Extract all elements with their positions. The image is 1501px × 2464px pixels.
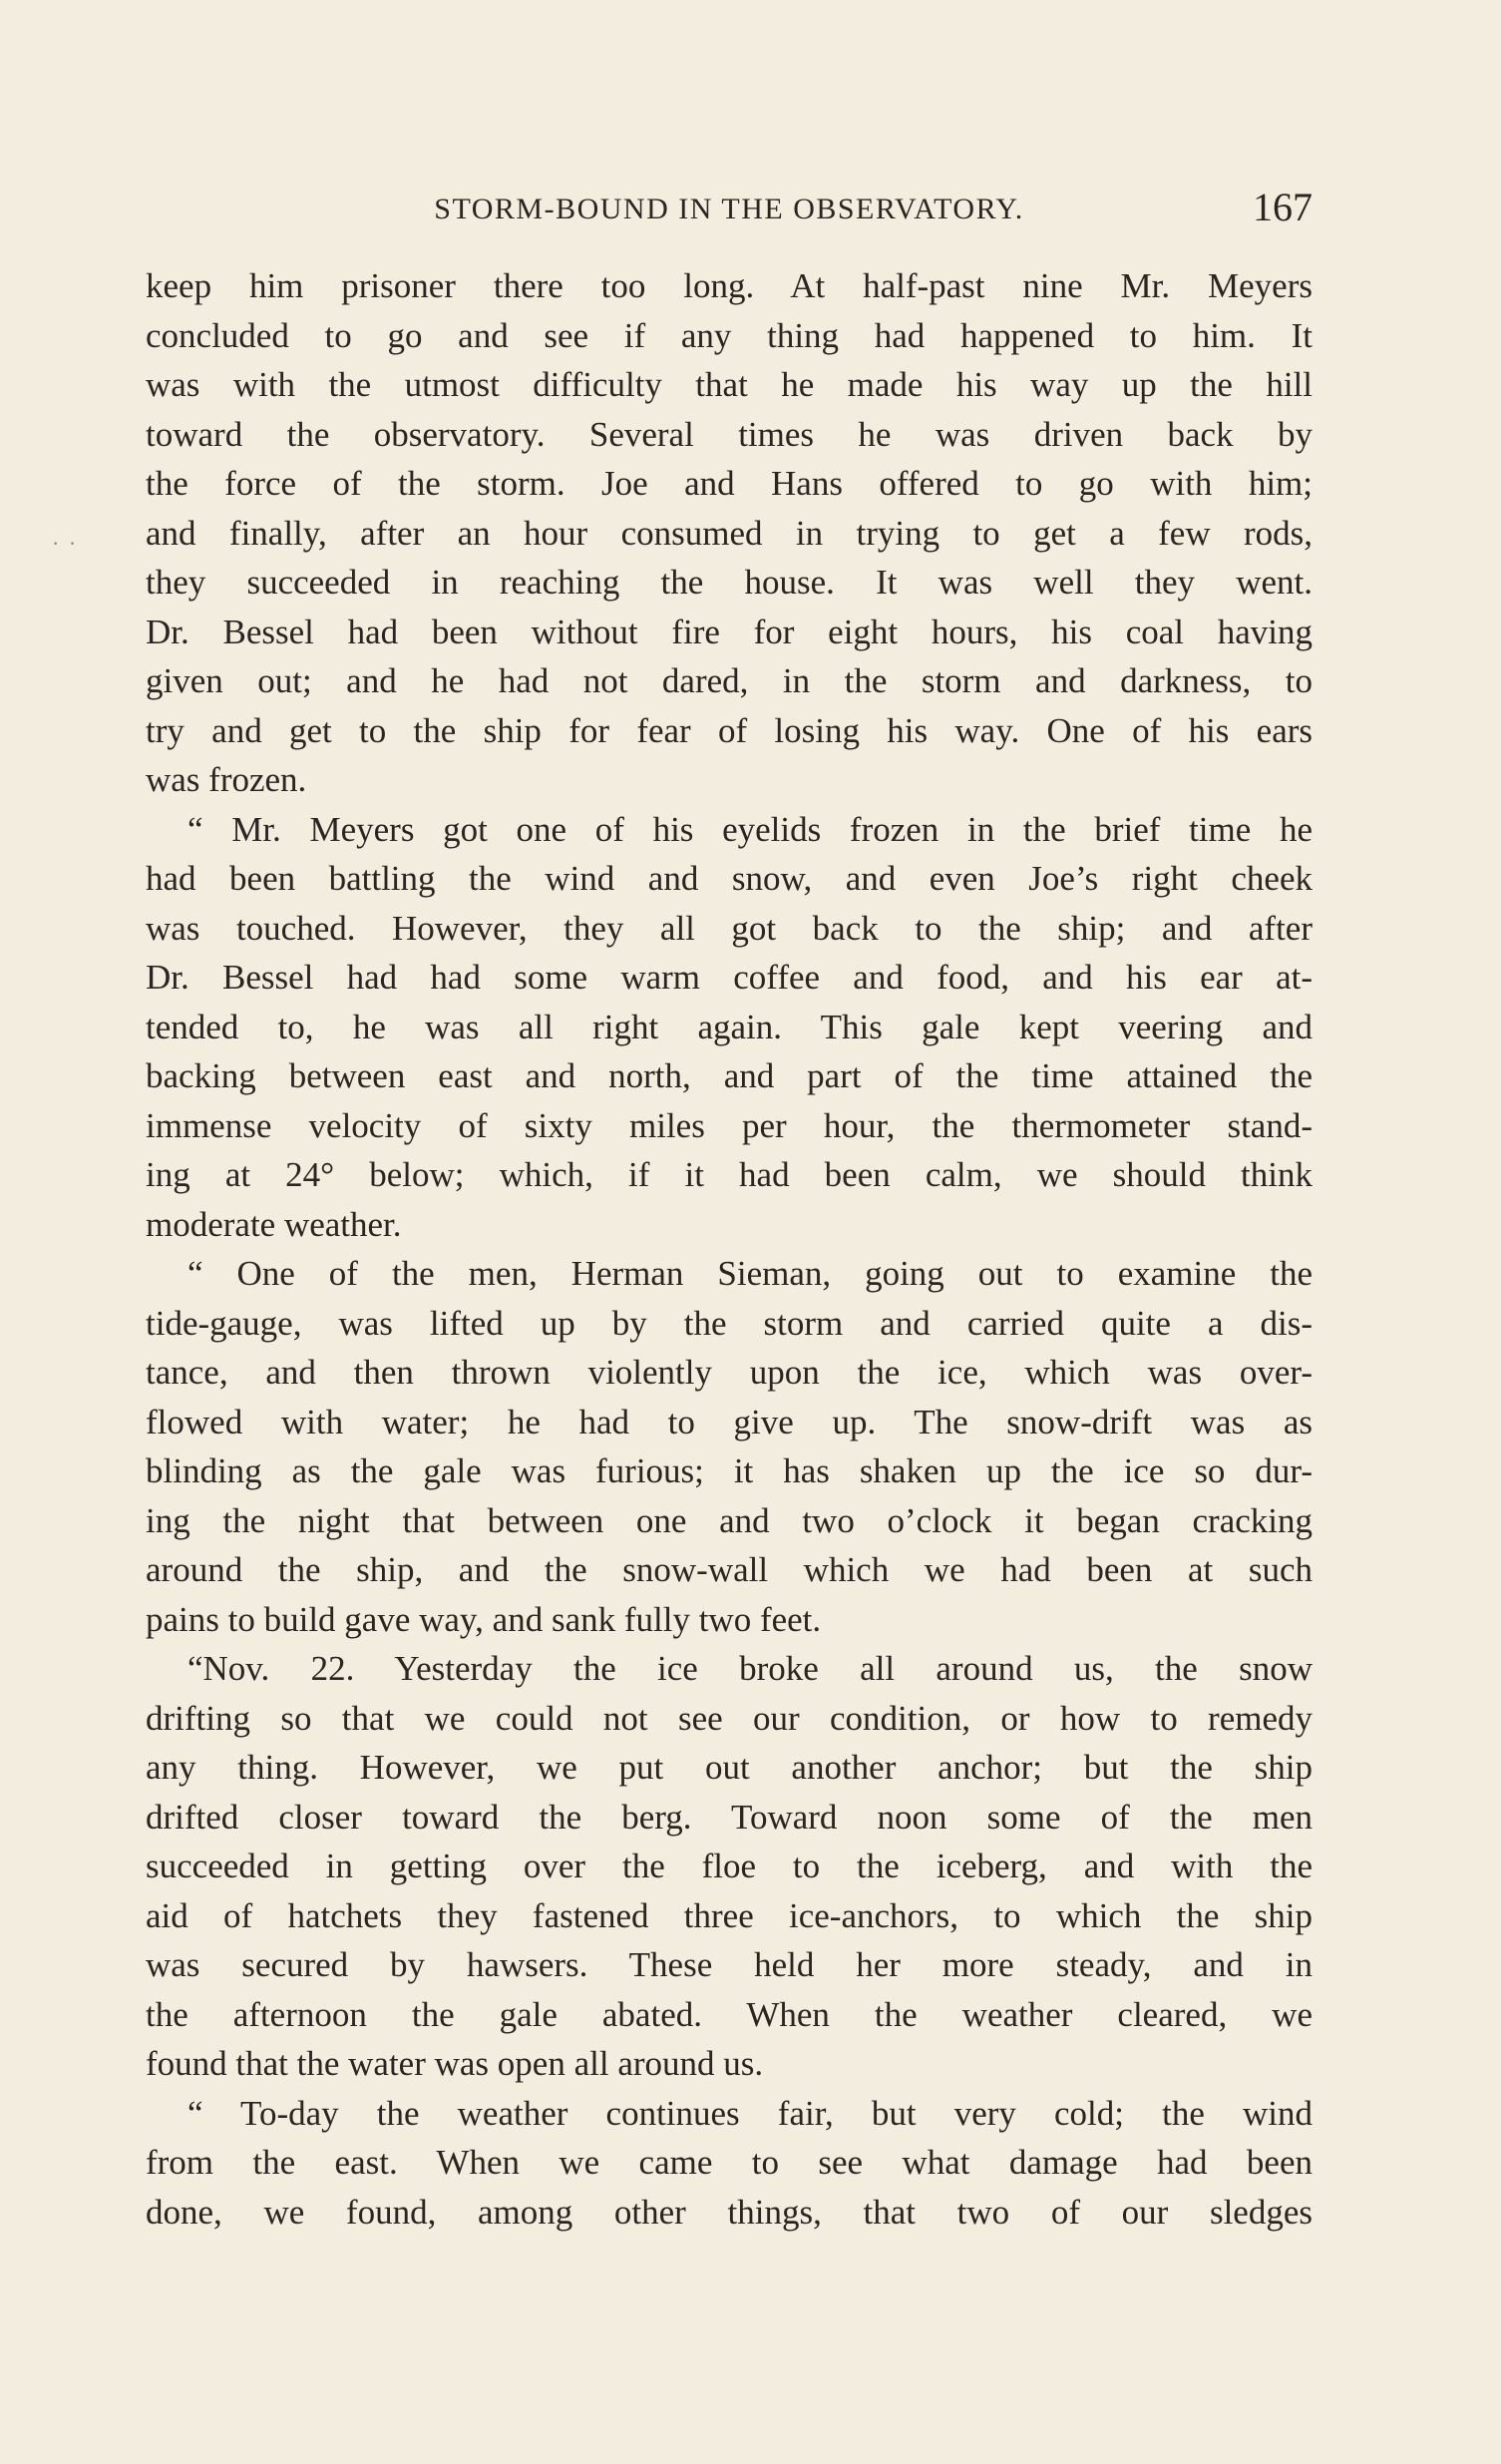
text-line: backing between east and north, and part of the time attained the — [146, 1056, 1313, 1095]
text-line: ing the night that between one and two o’clock it began cracking — [146, 1500, 1313, 1540]
text-line: tended to, he was all right again. This gale kept veering and — [146, 1007, 1313, 1046]
text-line: aid of hatchets they fastened three ice-anchors, to which the ship — [146, 1895, 1313, 1935]
text-line: was with the utmost difficulty that he made his way up the hill — [146, 365, 1313, 404]
text-line: blinding as the gale was furious; it has shaken up the ice so dur- — [146, 1451, 1313, 1490]
page-number: 167 — [1253, 185, 1313, 229]
text-line: immense velocity of sixty miles per hour, the thermometer stand- — [146, 1105, 1313, 1145]
text-line: pains to build gave way, and sank fully two feet. — [146, 1599, 822, 1639]
text-line: given out; and he had not dared, in the storm and darkness, to — [146, 661, 1313, 700]
text-line: was touched. However, they all got back to the ship; and after — [146, 908, 1313, 948]
text-line: flowed with water; he had to give up. The snow-drift was as — [146, 1402, 1313, 1441]
text-line: “ To-day the weather continues fair, but very cold; the wind — [188, 2093, 1313, 2133]
text-line: the force of the storm. Joe and Hans offered to go with him; — [146, 464, 1313, 503]
text-line: the afternoon the gale abated. When the weather cleared, we — [146, 1994, 1313, 2034]
text-line: had been battling the wind and snow, and even Joe’s right cheek — [146, 859, 1313, 898]
margin-mark: · · — [52, 531, 79, 556]
text-line: drifting so that we could not see our condition, or how to remedy — [146, 1698, 1313, 1738]
body-text — [146, 261, 1313, 2237]
text-line: “ Mr. Meyers got one of his eyelids frozen in the brief time he — [188, 809, 1313, 849]
text-line: Dr. Bessel had been without fire for eight hours, his coal having — [146, 612, 1313, 651]
text-line: found that the water was open all around us. — [146, 2044, 764, 2083]
text-line: succeeded in getting over the floe to the iceberg, and with the — [146, 1847, 1313, 1885]
text-line: toward the observatory. Several times he was driven back by — [146, 414, 1313, 454]
text-line: tance, and then thrown violently upon the ice, which was over- — [146, 1353, 1313, 1392]
running-title: STORM-BOUND IN THE OBSERVATORY. — [434, 193, 1024, 225]
text-line: done, we found, among other things, that two of our sledges — [146, 2192, 1313, 2232]
text-line: “ One of the men, Herman Sieman, going out to examine the — [188, 1254, 1313, 1293]
text-line: from the east. When we came to see what damage had been — [146, 2143, 1313, 2182]
text-line: tide-gauge, was lifted up by the storm and carried quite a dis- — [146, 1303, 1313, 1343]
text-line: concluded to go and see if any thing had happened to him. It — [146, 315, 1313, 355]
text-line: and finally, after an hour consumed in trying to get a few rods, — [146, 513, 1313, 553]
text-line: was frozen. — [146, 760, 307, 799]
text-line: was secured by hawsers. These held her more steady, and in — [146, 1945, 1313, 1984]
running-head — [146, 184, 1313, 239]
text-line: “Nov. 22. Yesterday the ice broke all around us, the snow — [188, 1649, 1313, 1688]
text-line: moderate weather. — [146, 1204, 402, 1244]
text-line: drifted closer toward the berg. Toward noon some of the men — [146, 1797, 1313, 1837]
text-line: ing at 24° below; which, if it had been calm, we should think — [146, 1155, 1313, 1194]
text-line: they succeeded in reaching the house. It was well they went. — [146, 563, 1313, 602]
text-line: Dr. Bessel had had some warm coffee and food, and his ear at- — [146, 958, 1313, 997]
text-line: try and get to the ship for fear of losing his way. One of his ears — [146, 710, 1313, 750]
text-line: keep him prisoner there too long. At half-past nine Mr. Meyers — [146, 266, 1313, 305]
text-line: around the ship, and the snow-wall which we had been at such — [146, 1550, 1313, 1589]
text-line: any thing. However, we put out another anchor; but the ship — [146, 1748, 1313, 1787]
